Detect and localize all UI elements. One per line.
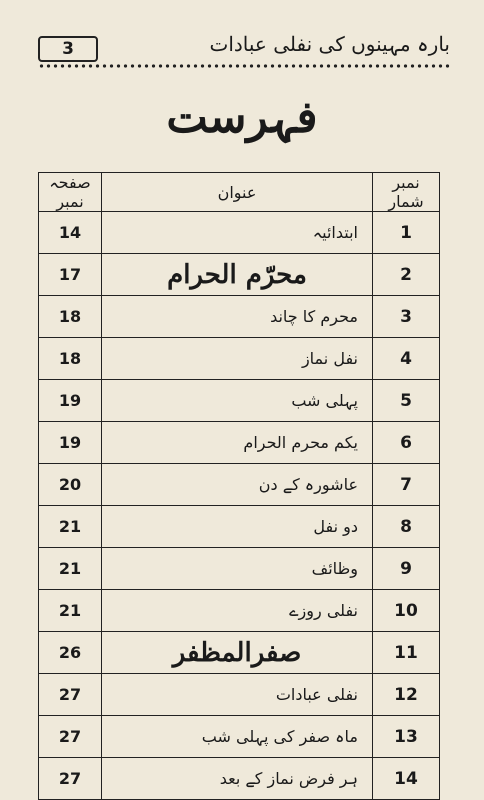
entry-title: نفلی عبادات bbox=[102, 674, 373, 716]
page-ref: 19 bbox=[39, 422, 102, 464]
entry-title: دو نفل bbox=[102, 506, 373, 548]
entry-title: نفلی روزے bbox=[102, 590, 373, 632]
month-heading: محرّم الحرام bbox=[102, 254, 373, 296]
serial-number: 8 bbox=[373, 506, 440, 548]
toc-row bbox=[39, 254, 440, 296]
entry-title: وظائف bbox=[102, 548, 373, 590]
page-ref: 21 bbox=[39, 506, 102, 548]
column-header-title: عنوان bbox=[102, 173, 373, 212]
serial-number: 1 bbox=[373, 212, 440, 254]
page-ref: 17 bbox=[39, 254, 102, 296]
entry-title: نفل نماز bbox=[102, 338, 373, 380]
serial-number: 2 bbox=[373, 254, 440, 296]
serial-number: 5 bbox=[373, 380, 440, 422]
toc-row bbox=[39, 674, 440, 716]
toc-row bbox=[39, 338, 440, 380]
entry-title: پہلی شب bbox=[102, 380, 373, 422]
page-ref: 21 bbox=[39, 548, 102, 590]
entry-title: ہر فرض نماز کے بعد bbox=[102, 758, 373, 800]
toc-row bbox=[39, 506, 440, 548]
page-header bbox=[38, 28, 450, 68]
serial-number: 12 bbox=[373, 674, 440, 716]
serial-number: 9 bbox=[373, 548, 440, 590]
page-number-box: 3 bbox=[38, 36, 98, 62]
serial-number: 14 bbox=[373, 758, 440, 800]
page-ref: 27 bbox=[39, 758, 102, 800]
entry-title: ماہ صفر کی پہلی شب bbox=[102, 716, 373, 758]
page-ref: 26 bbox=[39, 632, 102, 674]
toc-row bbox=[39, 380, 440, 422]
book-title: بارہ مہینوں کی نفلی عبادات bbox=[209, 32, 450, 56]
column-header-page: صفحہ نمبر bbox=[39, 173, 102, 212]
serial-number: 11 bbox=[373, 632, 440, 674]
toc-row bbox=[39, 590, 440, 632]
serial-number: 10 bbox=[373, 590, 440, 632]
entry-title: ابتدائیہ bbox=[102, 212, 373, 254]
toc-row bbox=[39, 716, 440, 758]
toc-row bbox=[39, 758, 440, 800]
page-ref: 18 bbox=[39, 338, 102, 380]
toc-header-row bbox=[39, 173, 440, 212]
toc-row bbox=[39, 212, 440, 254]
serial-number: 6 bbox=[373, 422, 440, 464]
page-ref: 27 bbox=[39, 716, 102, 758]
month-heading: صفرالمظفر bbox=[102, 632, 373, 674]
page-ref: 14 bbox=[39, 212, 102, 254]
toc-row bbox=[39, 422, 440, 464]
toc-row bbox=[39, 296, 440, 338]
toc-title: فہرست bbox=[166, 92, 318, 143]
serial-number: 3 bbox=[373, 296, 440, 338]
entry-title: یکم محرم الحرام bbox=[102, 422, 373, 464]
page-ref: 27 bbox=[39, 674, 102, 716]
page-ref: 19 bbox=[39, 380, 102, 422]
toc-table bbox=[38, 172, 440, 800]
page-ref: 18 bbox=[39, 296, 102, 338]
page-ref: 21 bbox=[39, 590, 102, 632]
dotted-divider bbox=[38, 64, 450, 68]
entry-title: محرم کا چاند bbox=[102, 296, 373, 338]
toc-row bbox=[39, 548, 440, 590]
column-header-serial: نمبر شمار bbox=[373, 173, 440, 212]
serial-number: 7 bbox=[373, 464, 440, 506]
page-ref: 20 bbox=[39, 464, 102, 506]
serial-number: 13 bbox=[373, 716, 440, 758]
entry-title: عاشورہ کے دن bbox=[102, 464, 373, 506]
serial-number: 4 bbox=[373, 338, 440, 380]
toc-row bbox=[39, 464, 440, 506]
toc-row bbox=[39, 632, 440, 674]
